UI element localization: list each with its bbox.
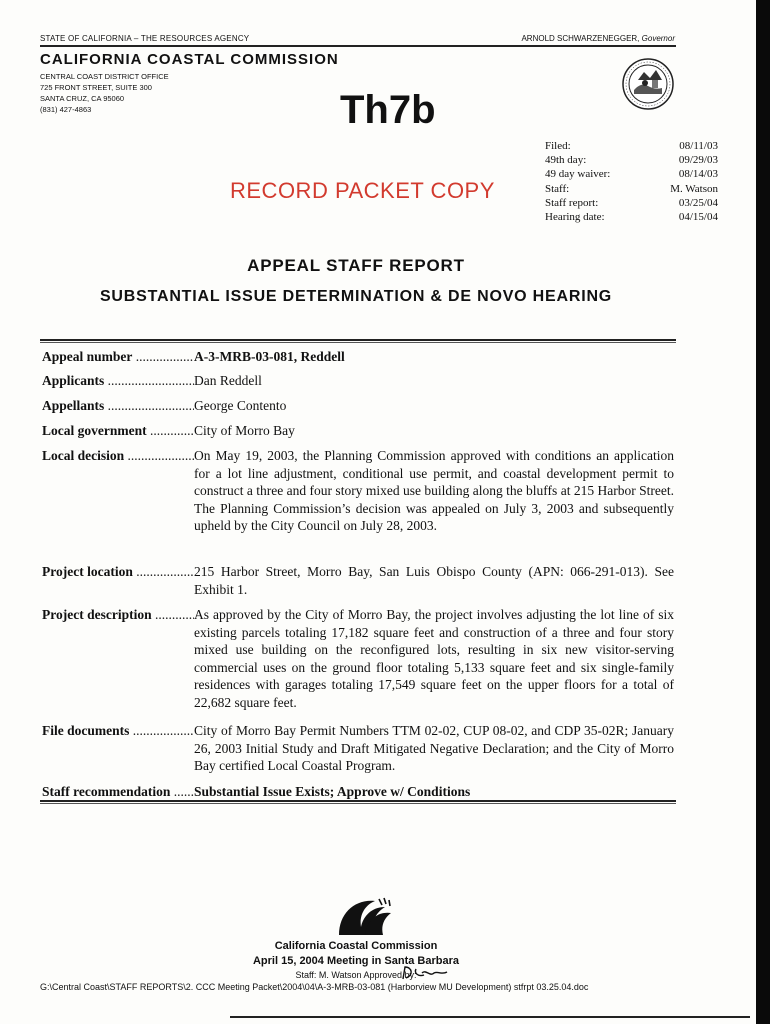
field-label: Applicants ..... [42, 372, 194, 390]
filing-label: Staff report: [545, 196, 599, 209]
report-title: APPEAL STAFF REPORT [247, 256, 465, 275]
field-value: As approved by the City of Morro Bay, the project involves adjusting the lot line of six existing parcels totaling 17,182 square feet and construction of a three and four story mixed use building on the reconfigured lots, resulting in six new visitor-serving commercial uses on the ground floor totaling 5,133 square feet and six single-family residences with garages totaling 17,549 square feet on the upper floors for a total of 22,682 square feet. [194, 607, 674, 710]
governor-name: ARNOLD SCHWARZENEGGER, [521, 34, 640, 43]
office-line: CENTRAL COAST DISTRICT OFFICE [40, 72, 169, 81]
field-staff-recommendation [42, 783, 674, 801]
footer-meeting-line: April 15, 2004 Meeting in Santa Barbara [252, 955, 460, 967]
office-line: (831) 427-4863 [40, 105, 92, 114]
filing-value: M. Watson [670, 182, 718, 195]
filing-row [545, 139, 718, 153]
field-label: Project description ..... [42, 606, 194, 624]
section-rule [40, 342, 676, 343]
field-value: A-3-MRB-03-081, Reddell [194, 349, 345, 364]
filing-row [545, 167, 718, 181]
coastal-commission-wave-logo [335, 895, 395, 937]
field-label: Local decision ..... [42, 447, 194, 465]
filing-value: 03/25/04 [678, 196, 718, 209]
office-address [40, 71, 169, 115]
filing-label: Staff: [545, 182, 570, 195]
filing-value: 04/15/04 [678, 211, 718, 224]
field-file-documents [42, 722, 674, 775]
filing-dates-table [545, 139, 718, 224]
field-value: On May 19, 2003, the Planning Commission approved with conditions an application for a lot line adjustment, conditional use permit, and coastal development permit to construct a three and four story mixed use building along the bluffs at 215 Harbor Street. The Planning Commission’s decision was appealed on July 3, 2003 and subsequently upheld by the City Council on July 28, 2003. [194, 448, 674, 533]
governor-title: Governor [641, 34, 675, 43]
filing-row [545, 210, 718, 224]
field-local-decision [42, 447, 674, 535]
section-rule [40, 803, 676, 804]
field-label: File documents ..... [42, 722, 194, 740]
filing-row [545, 153, 718, 167]
state-agency-label: STATE OF CALIFORNIA – THE RESOURCES AGENCY [40, 34, 250, 43]
section-rule [40, 800, 676, 802]
field-appellants [42, 397, 674, 415]
field-value: Dan Reddell [194, 373, 262, 388]
filing-label: Filed: [545, 140, 571, 152]
footer-commission-name: California Coastal Commission [274, 940, 438, 952]
filing-value: 08/14/03 [678, 168, 718, 181]
filing-label: 49 day waiver: [545, 168, 611, 181]
scan-edge-bar [756, 0, 770, 1024]
header-rule [40, 45, 676, 47]
footer-file-path: G:\Central Coast\STAFF REPORTS\2. CCC Meeting Packet\2004\04\A-3-MRB-03-081 (Harborview MU Development) stfrpt 03.25.04.doc [40, 982, 589, 992]
filing-value: 08/11/03 [679, 140, 718, 152]
approval-signature [400, 963, 450, 983]
state-seal-icon [622, 58, 674, 110]
section-rule [40, 339, 676, 341]
field-label: Project location ..... [42, 563, 194, 581]
field-label: Appeal number ..... [42, 348, 194, 366]
agenda-item-code: Th7b [340, 88, 436, 132]
governor-label [521, 34, 675, 43]
footer-staff-line: Staff: M. Watson Approved by: [295, 970, 417, 980]
field-value: George Contento [194, 398, 287, 413]
office-line: SANTA CRUZ, CA 95060 [40, 94, 125, 103]
field-value: Substantial Issue Exists; Approve w/ Conditions [194, 784, 471, 799]
field-project-location [42, 563, 674, 598]
filing-row [545, 182, 718, 196]
filing-label: Hearing date: [545, 211, 605, 224]
filing-value: 09/29/03 [678, 154, 718, 167]
filing-label: 49th day: [545, 154, 587, 167]
office-line: 725 FRONT STREET, SUITE 300 [40, 83, 152, 92]
field-label: Local government ..... [42, 422, 194, 440]
field-value: City of Morro Bay [194, 423, 295, 438]
scan-bottom-line [230, 1016, 750, 1018]
record-packet-stamp: RECORD PACKET COPY [230, 178, 495, 203]
field-local-government [42, 422, 674, 440]
field-label: Staff recommendation ..... [42, 783, 194, 801]
field-applicants [42, 372, 674, 390]
commission-title: CALIFORNIA COASTAL COMMISSION [40, 51, 339, 68]
report-subtitle: SUBSTANTIAL ISSUE DETERMINATION & DE NOVO HEARING [99, 288, 613, 305]
field-value: City of Morro Bay Permit Numbers TTM 02-02, CUP 08-02, and CDP 35-02R; January 26, 2003 Initial Study and Draft Mitigated Negative Declaration; and the City of Morro Bay certified Local Coastal Program. [194, 723, 674, 773]
field-value: 215 Harbor Street, Morro Bay, San Luis Obispo County (APN: 066-291-013). See Exhibit 1. [194, 564, 674, 597]
field-project-description [42, 606, 674, 711]
field-label: Appellants ..... [42, 397, 194, 415]
field-appeal-number [42, 348, 674, 366]
filing-row [545, 196, 718, 210]
